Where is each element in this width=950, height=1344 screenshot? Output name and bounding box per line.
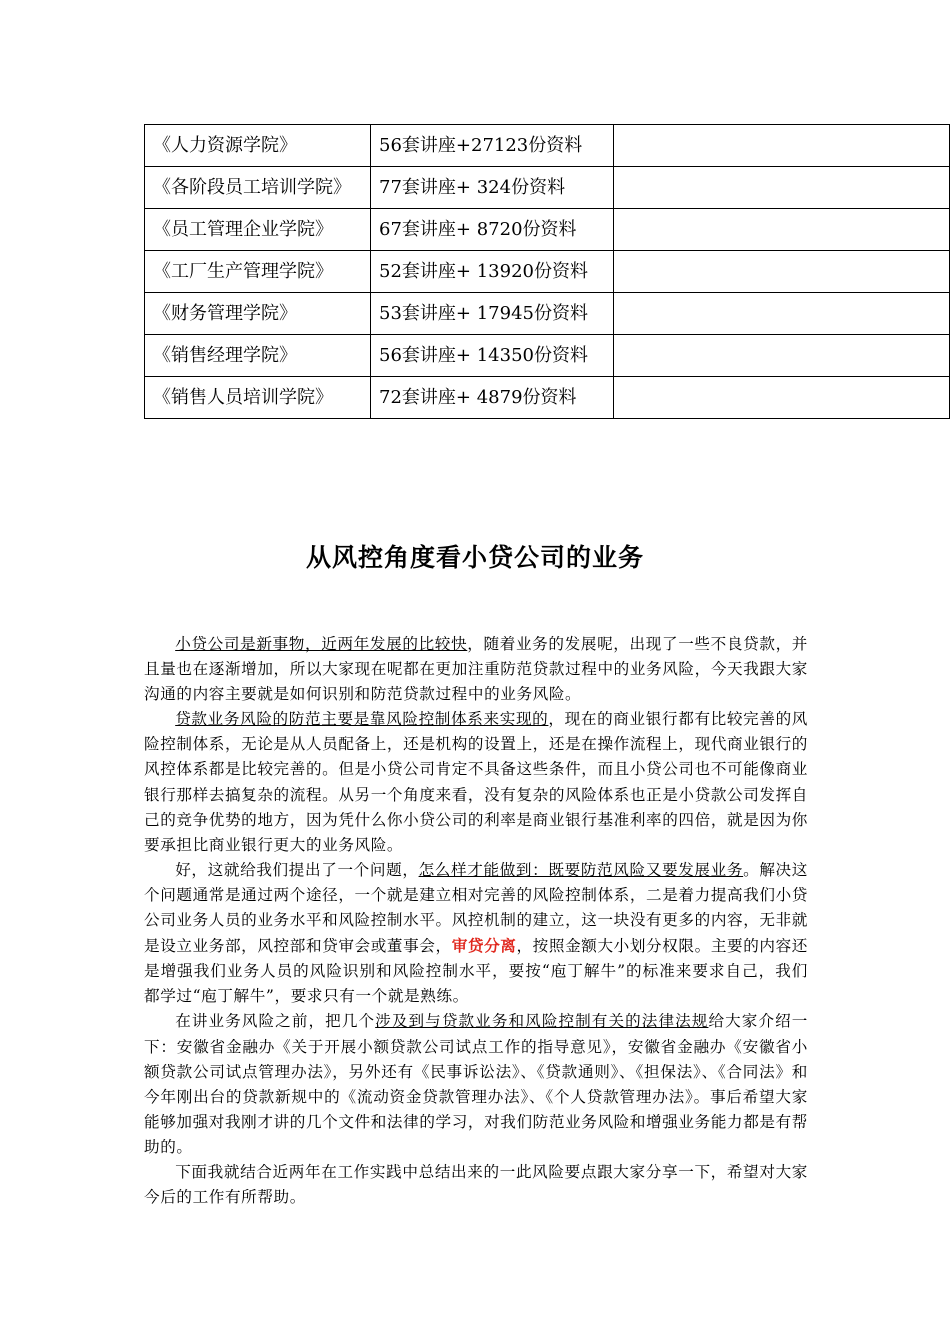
empty-cell xyxy=(614,167,950,209)
college-name: 《员工管理企业学院》 xyxy=(145,209,371,251)
underlined-phrase: 小贷公司是新事物，近两年发展的比较快 xyxy=(175,635,468,653)
paragraph-4 xyxy=(144,1009,808,1160)
document-body xyxy=(144,632,808,1210)
paragraph-5 xyxy=(144,1160,808,1210)
college-content: 72套讲座+ 4879份资料 xyxy=(371,377,614,419)
underlined-phrase: 涉及到与贷款业务和风险控制有关的法律法规 xyxy=(375,1012,709,1031)
college-name: 《工厂生产管理学院》 xyxy=(145,251,371,293)
empty-cell xyxy=(614,209,950,251)
paragraph-3 xyxy=(144,858,808,1010)
college-name: 《销售人员培训学院》 xyxy=(145,377,371,419)
empty-cell xyxy=(614,125,950,167)
paragraph-text: 下面我就结合近两年在工作实践中总结出来的一此风险要点跟大家分享一下，希望对大家今后的工作有所帮助。 xyxy=(144,1162,808,1207)
paragraph-text: ，随着业务的发展呢，出现了一些不良贷款，并且量也在逐渐增加，所以大家现在呢都在更加注重防范贷款过程中的业务风险，今天我跟大家沟通的内容主要就是如何识别和防范贷款过程中的业务风险。 xyxy=(144,635,808,704)
paragraph-text: 给大家介绍一下：安徽省金融办《关于开展小额贷款公司试点工作的指导意见》，安徽省金融办《安徽省小额贷款公司试点管理办法》，另外还有《民事诉讼法》、《贷款通则》、《担保法》、《合同法》和今年刚出台的贷款新规中的《流动资金贷款管理办法》、《个人贷款管理办法》。事后希望大家能够加强对我刚才讲的几个文件和法律的学习，对我们防范业务风险和增强业务能力都是有帮助的。 xyxy=(144,1012,808,1156)
underlined-phrase: 怎么样才能做到：既要防范风险又要发展业务 xyxy=(418,860,744,879)
college-content: 52套讲座+ 13920份资料 xyxy=(371,251,614,293)
paragraph-text: ，现在的商业银行都有比较完善的风险控制体系，无论是从人员配备上，还是机构的设置上，还是在操作流程上，现代商业银行的风控体系都是比较完善的。但是小贷公司肯定不具备这些条件，而且小贷公司也不可能像商业银行那样去搞复杂的流程。从另一个角度来看，没有复杂的风险体系也正是小贷款公司发挥自己的竞争优势的地方，因为凭什么你小贷公司的利率是商业银行基准利率的四倍，就是因为你要承担比商业银行更大的业务风险。 xyxy=(144,710,808,854)
college-name: 《人力资源学院》 xyxy=(145,125,371,167)
college-content: 77套讲座+ 324份资料 xyxy=(371,167,614,209)
empty-cell xyxy=(614,335,950,377)
college-content: 67套讲座+ 8720份资料 xyxy=(371,209,614,251)
college-content: 53套讲座+ 17945份资料 xyxy=(371,293,614,335)
empty-cell xyxy=(614,377,950,419)
college-name: 《财务管理学院》 xyxy=(145,293,371,335)
table-row xyxy=(145,125,950,167)
course-catalog-table xyxy=(144,124,950,419)
college-name: 《各阶段员工培训学院》 xyxy=(145,167,371,209)
college-content: 56套讲座+ 14350份资料 xyxy=(371,335,614,377)
table-row xyxy=(145,209,950,251)
table-row xyxy=(145,167,950,209)
table-row xyxy=(145,293,950,335)
paragraph-2 xyxy=(144,707,808,858)
paragraph-text: 。解决这个问题通常是通过两个途径，一个就是建立相对完善的风险控制体系，二是着力提高我们小贷公司业务人员的业务水平和风险控制水平。风控机制的建立，这一块没有更多的内容，无非就是设立业务部，风控部和贷审会或董事会， xyxy=(144,860,808,956)
highlighted-phrase: 审贷分离 xyxy=(451,936,517,956)
empty-cell xyxy=(614,251,950,293)
paragraph-1 xyxy=(144,632,808,707)
paragraph-text: 好，这就给我们提出了一个问题， xyxy=(175,860,419,879)
underlined-phrase: 贷款业务风险的防范主要是靠风险控制体系来实现的 xyxy=(175,710,549,729)
college-name: 《销售经理学院》 xyxy=(145,335,371,377)
document-title: 从风控角度看小贷公司的业务 xyxy=(305,543,644,572)
table-row xyxy=(145,377,950,419)
paragraph-text: ，按照金额大小划分权限。主要的内容还是增强我们业务人员的风险识别和风险控制水平，要按“庖丁解牛”的标准来要求自己，我们都学过“庖丁解牛”，要求只有一个就是熟练。 xyxy=(144,937,808,1006)
empty-cell xyxy=(614,293,950,335)
paragraph-text: 在讲业务风险之前，把几个 xyxy=(175,1012,376,1031)
college-content: 56套讲座+27123份资料 xyxy=(371,125,614,167)
table-row xyxy=(145,251,950,293)
table-row xyxy=(145,335,950,377)
